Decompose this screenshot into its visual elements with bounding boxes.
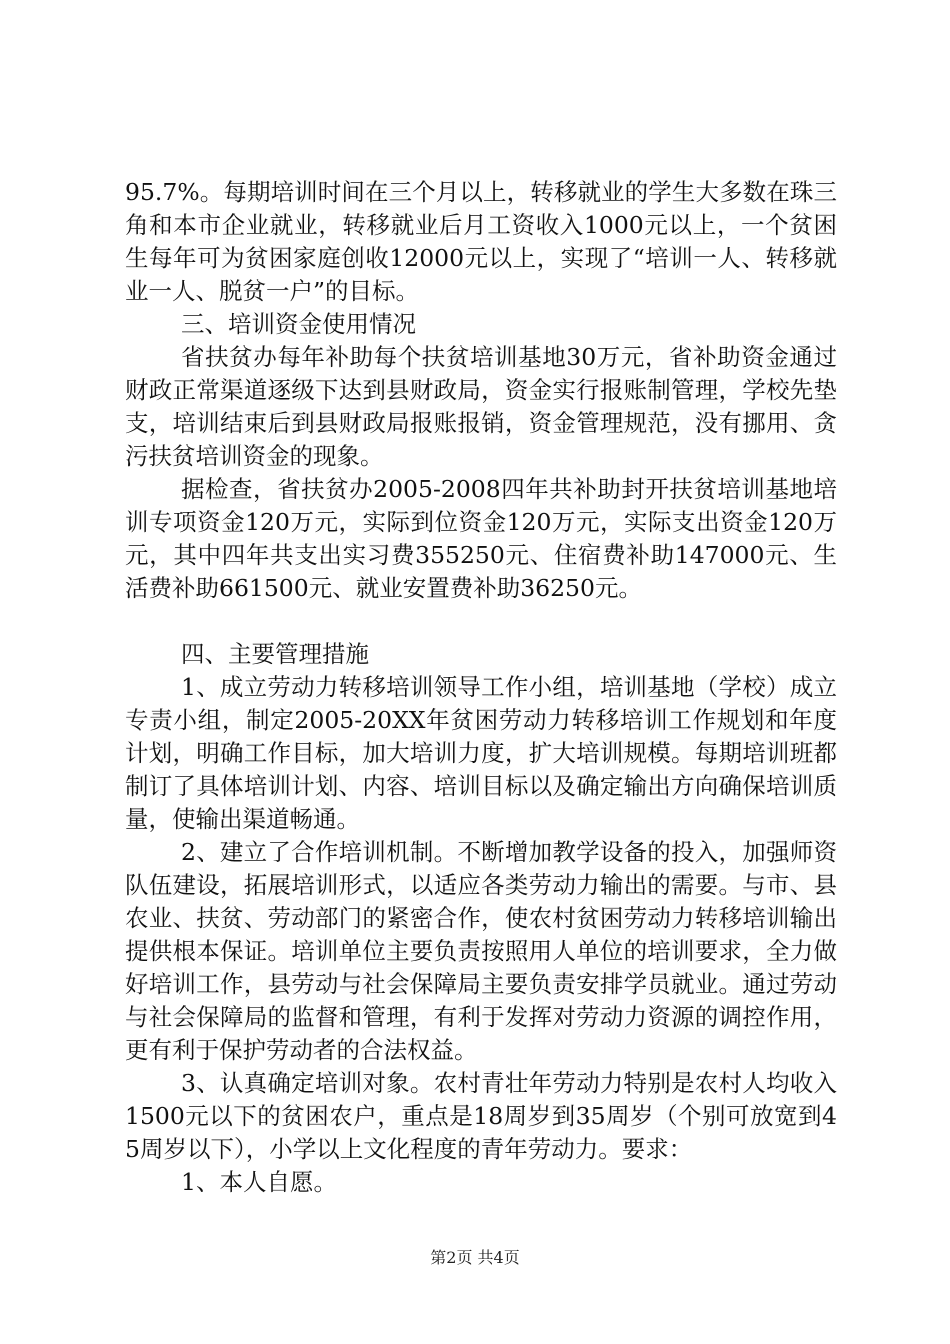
paragraph-measure-2: 2、建立了合作培训机制。不断增加教学设备的投入，加强师资队伍建设，拓展培训形式，以适应各类劳动力输出的需要。与市、县农业、扶贫、劳动部门的紧密合作，使农村贫困劳动力转移培训输出提供根本保证。培训单位主要负责按照用人单位的培训要求，全力做好培训工作，县劳动与社会保障局主要负责安排学员就业。通过劳动与社会保障局的监督和管理，有利于发挥对劳动力资源的调控作用，更有利于保护劳动者的合法权益。 (125, 838, 837, 1064)
paragraph-funds-subsidy: 省扶贫办每年补助每个扶贫培训基地30万元，省补助资金通过财政正常渠道逐级下达到县财政局，资金实行报账制管理，学校先垫支，培训结束后到县财政局报账报销，资金管理规范，没有挪用、贪污扶贫培训资金的现象。 (125, 343, 837, 470)
paragraph-measure-3: 3、认真确定培训对象。农村青壮年劳动力特别是农村人均收入1500元以下的贫困农户，重点是18周岁到35周岁（个别可放宽到45周岁以下），小学以上文化程度的青年劳动力。要求： (125, 1069, 837, 1163)
blank-line (125, 605, 837, 638)
paragraph-continued: 95.7%。每期培训时间在三个月以上，转移就业的学生大多数在珠三角和本市企业就业，转移就业后月工资收入1000元以上，一个贫困生每年可为贫困家庭创收12000元以上，实现了“培训一人、转移就业一人、脱贫一户”的目标。 (125, 178, 837, 305)
page-footer: 第2页 共4页 (430, 1248, 520, 1267)
document-body (125, 176, 837, 1199)
paragraph-measure-1: 1、成立劳动力转移培训领导工作小组，培训基地（学校）成立专责小组，制定2005-20XX年贫困劳动力转移培训工作规划和年度计划，明确工作目标，加大培训力度，扩大培训规模。每期培训班都制订了具体培训计划、内容、培训目标以及确定输出方向确保培训质量，使输出渠道畅通。 (125, 673, 837, 833)
section-heading-measures: 四、主要管理措施 (181, 640, 369, 668)
paragraph-funds-inspection: 据检查，省扶贫办2005-2008四年共补助封开扶贫培训基地培训专项资金120万元，实际到位资金120万元，实际支出资金120万元，其中四年共支出实习费355250元、住宿费补助147000元、生活费补助661500元、就业安置费补助36250元。 (125, 475, 837, 602)
section-heading-funds: 三、培训资金使用情况 (181, 310, 416, 338)
paragraph-requirement-1: 1、本人自愿。 (181, 1168, 337, 1196)
